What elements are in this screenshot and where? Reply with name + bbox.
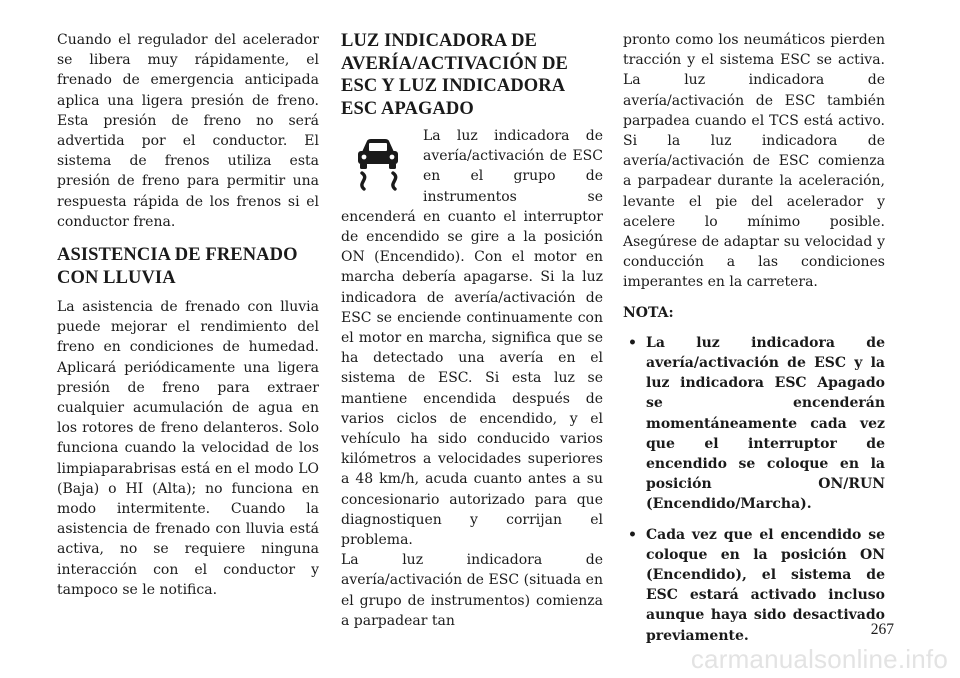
esc-warning-icon	[347, 132, 409, 194]
paragraph-brake-assist-end: Cuando el regulador del acelerador se libera muy rápidamente, el frenado de emergencia anticipada aplica una ligera presión de freno. Esta presión de freno no será advertida por el conductor. El sistema de frenos utiliza esta presión de freno para permitir una respuesta rápida de los frenos si el conductor frena.	[57, 32, 319, 230]
paragraph-esc-indicator: La luz indicadora de avería/activación de ESC en el grupo de instrumentos se encenderá en cuanto el interruptor de encendido se gire a la posición ON (Encendido). Con el motor en marcha debería apagarse. Si la luz indicadora de avería/activación de ESC se enciende continuamente con el motor en marcha, significa que se ha detectado una avería en el sistema de ESC. Si esta luz se mantiene encendida después de varios ciclos de encendido, y el vehículo ha sido conducido varios kilómetros a velocidades superiores a 48 km/h, acuda cuanto antes a su concesionario autorizado para que diagnostiquen y corrijan el problema.	[341, 128, 603, 549]
paragraph-rain-brake-support: La asistencia de frenado con lluvia puede mejorar el rendimiento del freno en condiciones de humedad. Aplicará periódicamente una ligera presión de freno para extraer cualquier acumulación de agua en los rotores de freno delanteros. Solo funciona cuando la velocidad de los limpiaparabrisas está en el modo LO (Baja) o HI (Alta); no funciona en modo intermitente. Cuando la asistencia de frenado con lluvia está activa, no se requiere ninguna interacción con el conductor y tampoco se le notifica.	[57, 299, 319, 598]
note-label: NOTA:	[623, 304, 674, 321]
watermark: carmanualsonline.info	[690, 644, 948, 674]
note-item: • Cada vez que el encendido se coloque en la posición ON (Encendido), el sistema de ESC estará activado incluso aunque haya sido desactivado previamente.	[623, 525, 885, 646]
note-item: • La luz indicadora de avería/activación de ESC y la luz indicadora ESC Apagado se encenderán momentáneamente cada vez que el interruptor de encendido se coloque en la posición ON/RUN (Encendido/Marcha).	[623, 333, 885, 515]
esc-icon-paragraph	[341, 126, 603, 550]
heading-rain-brake-support: ASISTENCIA DE FRENADO CON LLUVIA	[57, 245, 298, 288]
column-right	[623, 30, 885, 646]
page-number: 267	[870, 621, 894, 638]
note-list	[623, 333, 885, 646]
paragraph-esc-flashing-continued: pronto como los neumáticos pierden tracción y el sistema ESC se activa. La luz indicadora de avería/activación de ESC también parpadea cuando el TCS está activo. Si la luz indicadora de avería/activación de ESC comienza a parpadear durante la aceleración, levante el pie del acelerador y acelere lo mínimo posible. Asegúrese de adaptar su velocidad y conducción a las condiciones imperantes en la carretera.	[623, 32, 885, 291]
column-left	[57, 30, 319, 600]
column-middle	[341, 30, 603, 631]
paragraph-esc-flashing: La luz indicadora de avería/activación de ESC (situada en el grupo de instrumentos) comienza a parpadear tan	[341, 552, 603, 629]
heading-esc-indicator: LUZ INDICADORA DE AVERÍA/ACTIVACIÓN DE ESC Y LUZ INDICADORA ESC APAGADO	[341, 31, 568, 119]
